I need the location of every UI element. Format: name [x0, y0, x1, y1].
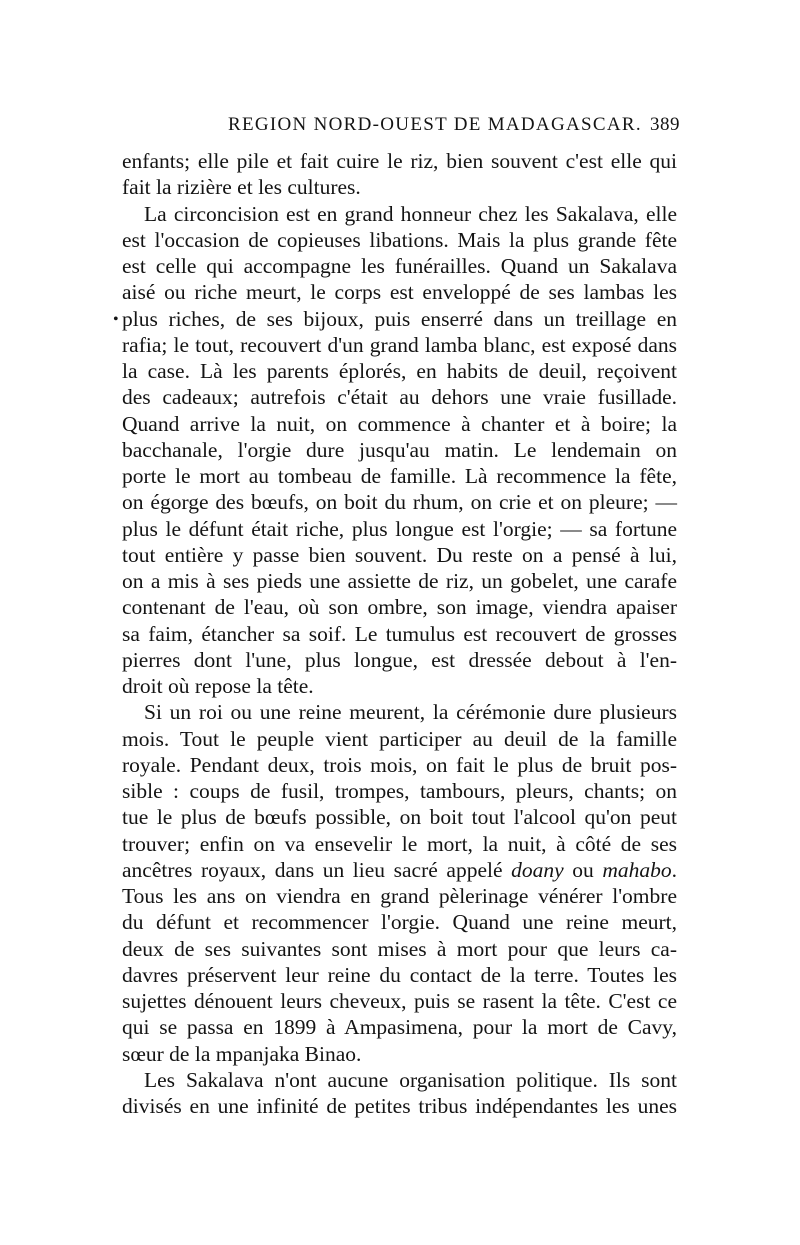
running-head	[120, 114, 680, 140]
text-line: Tous les ans on viendra en grand pèlerinage vénérer l'ombre	[122, 884, 677, 908]
text-line: divisés en une infinité de petites tribus indépendantes les unes	[122, 1094, 677, 1118]
text-line: on a mis à ses pieds une assiette de riz, un gobelet, une carafe	[122, 569, 677, 593]
text-line: deux de ses suivantes sont mises à mort pour que leurs ca-	[122, 936, 677, 961]
page-number: 389	[650, 114, 680, 135]
body-text	[122, 148, 677, 1119]
text-line: plus le défunt était riche, plus longue est l'orgie; — sa fortune	[122, 516, 677, 541]
text-line: Les Sakalava n'ont aucune organisation politique. Ils sont	[144, 1067, 677, 1092]
text-line: plus riches, de ses bijoux, puis enserré dans un treillage en	[122, 306, 677, 331]
text-line: des cadeaux; autrefois c'était au dehors une vraie fusillade.	[122, 385, 677, 410]
text-line: qui se passa en 1899 à Ampasimena, pour la mort de Cavy,	[122, 1015, 677, 1040]
text-line: ancêtres royaux, dans un lieu sacré appelé doany ou mahabo.	[122, 857, 678, 882]
text-line: contenant de l'eau, où son ombre, son image, viendra apaiser	[122, 595, 677, 620]
text-line: davres préservent leur reine du contact de la terre. Toutes les	[122, 962, 677, 987]
text-line: trouver; enfin on va ensevelir le mort, la nuit, à côté de ses	[122, 831, 677, 856]
text-line: tue le plus de bœufs possible, on boit tout l'alcool qu'on peut	[122, 805, 677, 830]
text-line: royale. Pendant deux, trois mois, on fait le plus de bruit pos-	[122, 752, 677, 777]
text-line: est celle qui accompagne les funérailles. Quand un Sakalava	[122, 254, 677, 278]
text-line: porte le mort au tombeau de famille. Là recommence la fête,	[122, 464, 677, 488]
text-line: Quand arrive la nuit, on commence à chanter et à boire; la	[122, 411, 677, 436]
text-line: sa faim, étancher sa soif. Le tumulus est recouvert de grosses	[122, 621, 677, 646]
text-line: rafia; le tout, recouvert d'un grand lamba blanc, est exposé dans	[122, 332, 677, 357]
italic-term: doany	[511, 857, 564, 882]
text-line: sœur de la mpanjaka Binao.	[122, 1041, 362, 1066]
text-line: bacchanale, l'orgie dure jusqu'au matin. Le lendemain on	[122, 437, 677, 462]
text-line: pierres dont l'une, plus longue, est dressée debout à l'en-	[122, 647, 677, 672]
text-line: la case. Là les parents éplorés, en habits de deuil, reçoivent	[122, 359, 677, 383]
text-line: sible : coups de fusil, trompes, tambours, pleurs, chants; on	[122, 779, 677, 803]
text-line: aisé ou riche meurt, le corps est enveloppé de ses lambas les	[122, 280, 677, 305]
text-line: sujettes dénouent leurs cheveux, puis se rasent la tête. C'est ce	[122, 989, 677, 1013]
text-line: du défunt et recommencer l'orgie. Quand une reine meurt,	[122, 910, 677, 935]
text-line: tout entière y passe bien souvent. Du reste on a pensé à lui,	[122, 542, 677, 567]
text-line: mois. Tout le peuple vient participer au deuil de la famille	[122, 726, 677, 751]
text-line: fait la rizière et les cultures.	[122, 175, 361, 200]
margin-mark: •	[113, 311, 119, 328]
italic-term: mahabo	[602, 857, 672, 882]
running-title: REGION NORD-OUEST DE MADAGASCAR.	[228, 114, 642, 135]
text-line: est l'occasion de copieuses libations. Mais la plus grande fête	[122, 227, 677, 252]
text-line: droit où repose la tête.	[122, 674, 314, 698]
text-line: on égorge des bœufs, on boit du rhum, on crie et on pleure; —	[122, 490, 677, 515]
text-line: La circoncision est en grand honneur chez les Sakalava, elle	[144, 201, 677, 226]
text-line: Si un roi ou une reine meurent, la cérémonie dure plusieurs	[144, 700, 677, 725]
text-line: enfants; elle pile et fait cuire le riz, bien souvent c'est elle qui	[122, 149, 677, 173]
